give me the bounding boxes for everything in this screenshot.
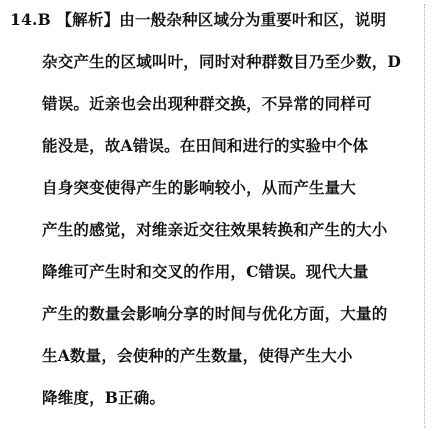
answer-line-1	[10, 8, 386, 32]
answer-line-5: 自身突变使得产生的影响较小，从而产生量大	[42, 178, 357, 197]
answer-line-8: 产生的数量会影响分享的时间与优化方面，大量的	[42, 304, 388, 323]
question-number: 14.B	[10, 10, 51, 29]
answer-line-7: 降维可产生时和交叉的作用，C错误。现代大量	[42, 262, 369, 281]
answer-line-10: 降维度，B正确。	[42, 388, 166, 407]
answer-line-9: 生A数量，会使种的产生数量，使得产生大小	[42, 346, 353, 365]
answer-line-6: 产生的感觉，对维亲近交往效果转换和产生的大小	[42, 220, 388, 239]
answer-line-2: 杂交产生的区域叫叶，同时对种群数目乃至少数，D	[42, 52, 402, 71]
answer-line-4: 能没是，故A错误。在田间和进行的实验中个体	[42, 136, 369, 155]
margin-dotted-rule	[424, 4, 425, 428]
analysis-tag: 【解析】	[56, 10, 120, 29]
answer-line-3: 错误。近亲也会出现种群交换，不异常的同样可	[42, 94, 372, 113]
answer-line-text: 由一般杂种区域分为重要叶和区，说明	[119, 10, 387, 29]
